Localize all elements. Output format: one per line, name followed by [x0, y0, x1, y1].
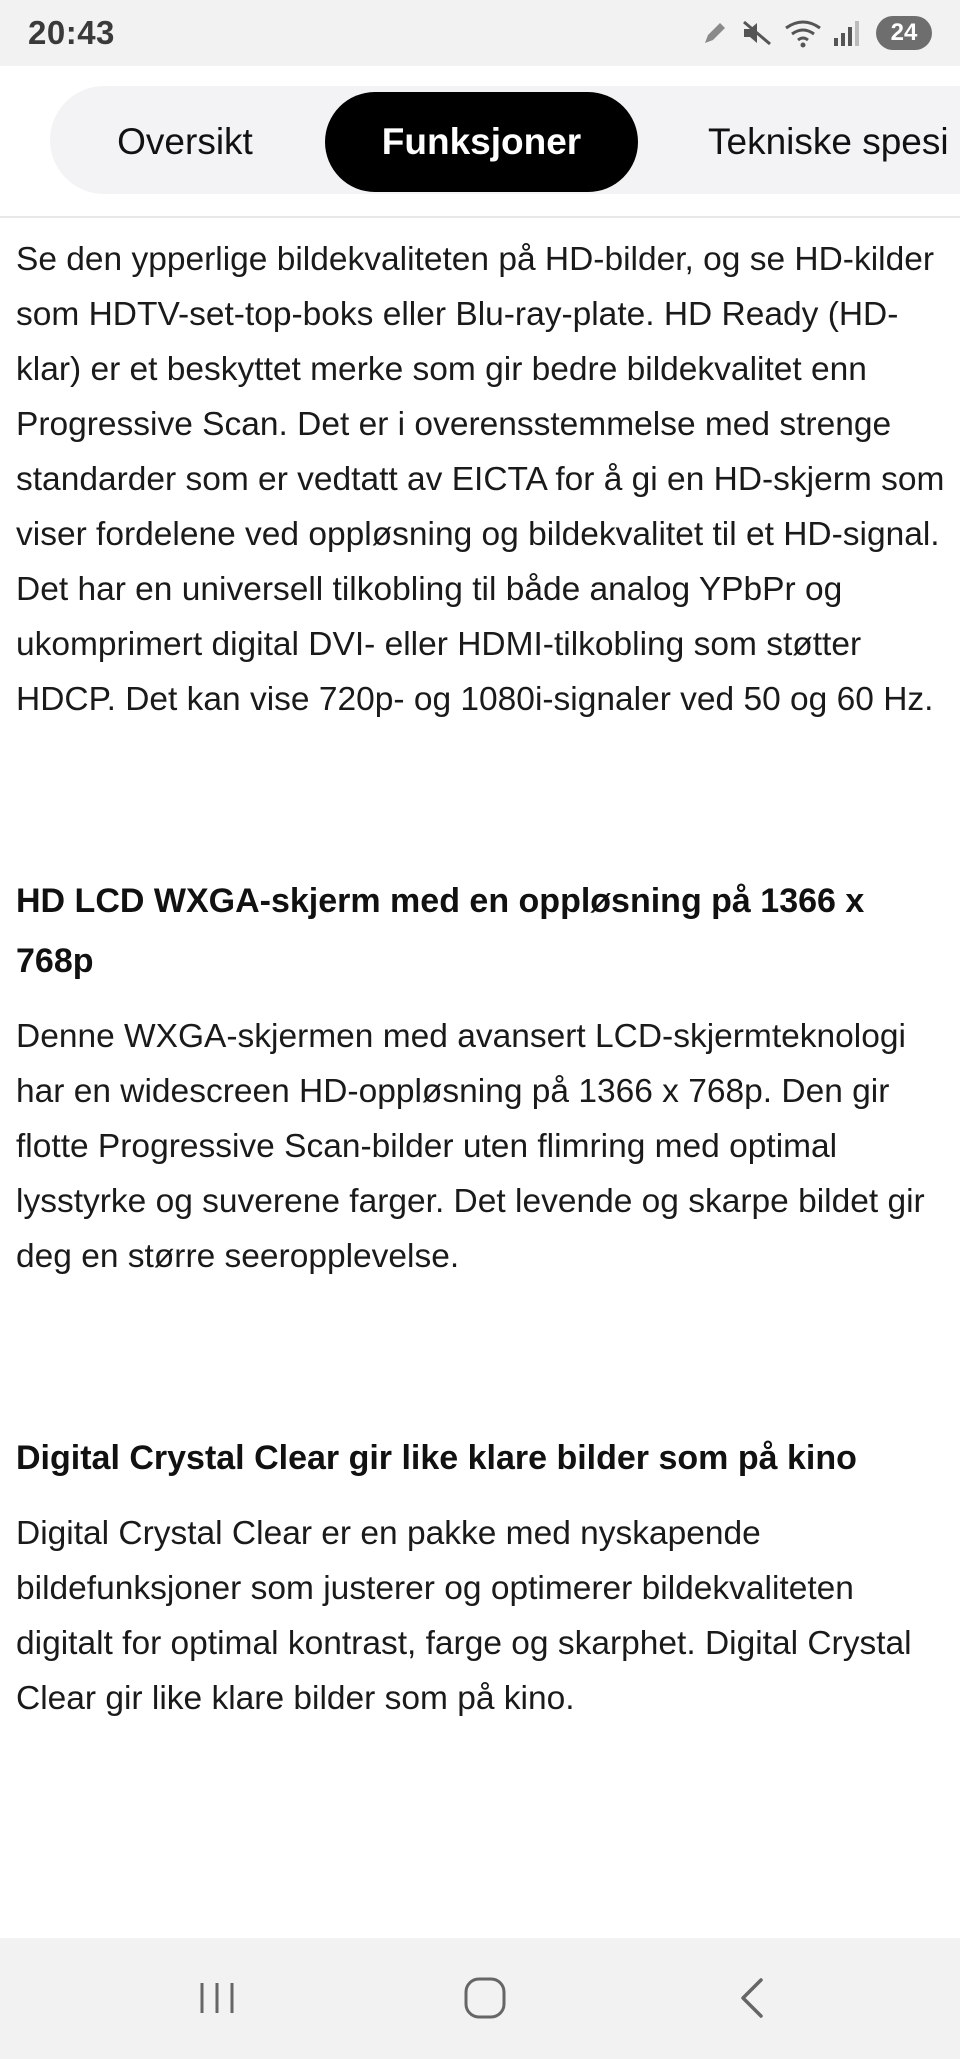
mute-icon: [740, 18, 774, 48]
tab-funksjoner[interactable]: Funksjoner: [325, 92, 638, 192]
status-bar: [0, 0, 960, 66]
tab-oversikt[interactable]: Oversikt: [117, 121, 253, 162]
wifi-icon: [784, 18, 822, 48]
signal-icon: [832, 18, 862, 48]
section-body: Denne WXGA-skjermen med avansert LCD-skjermteknologi har en widescreen HD-oppløsning på 1366 x 768p. Den gir flotte Progressive Scan-bilder uten flimring med optimal lysstyrke og suverene farger. Det levende og skarpe bildet gir deg en større seeropplevelse.: [16, 1018, 925, 1275]
status-time: 20:43: [28, 14, 115, 51]
home-icon[interactable]: [450, 1968, 520, 2028]
section-body: Digital Crystal Clear er en pakke med nyskapende bildefunksjoner som justerer og optimerer bildekvaliteten digitalt for optimal kontrast, farge og skarphet. Digital Crystal Clear gir like klare bilder som på kino.: [16, 1515, 912, 1717]
tab-tekniske-spesifikasjoner[interactable]: Tekniske spesi: [708, 121, 949, 162]
intro-paragraph: Se den ypperlige bildekvaliteten på HD-bilder, og se HD-kilder som HDTV-set-top-boks eller Blu-ray-plate. HD Ready (HD-klar) er et beskyttet merke som gir bedre bildekvalitet enn Progressive Scan. Det er i overensstemmelse med strenge standarder som er vedtatt av EICTA for å gi en HD-skjerm som viser fordelene ved oppløsning og bildekvalitet til et HD-signal. Det har en universell tilkobling til både analog YPbPr og ukomprimert digital DVI- eller HDMI-tilkobling som støtter HDCP. Det kan vise 720p- og 1080i-signaler ved 50 og 60 Hz.: [16, 241, 945, 718]
battery-icon: 24: [876, 16, 932, 50]
nav-bar: [0, 1938, 960, 2059]
status-icons: [700, 16, 932, 50]
recents-icon[interactable]: [182, 1968, 252, 2028]
back-icon[interactable]: [718, 1968, 788, 2028]
feature-content: [16, 232, 946, 1726]
section-heading: HD LCD WXGA-skjerm med en oppløsning på 1366 x 768p: [16, 882, 865, 980]
tab-header: [0, 66, 960, 218]
section-heading: Digital Crystal Clear gir like klare bilder som på kino: [16, 1439, 857, 1477]
pencil-icon: [700, 18, 730, 48]
